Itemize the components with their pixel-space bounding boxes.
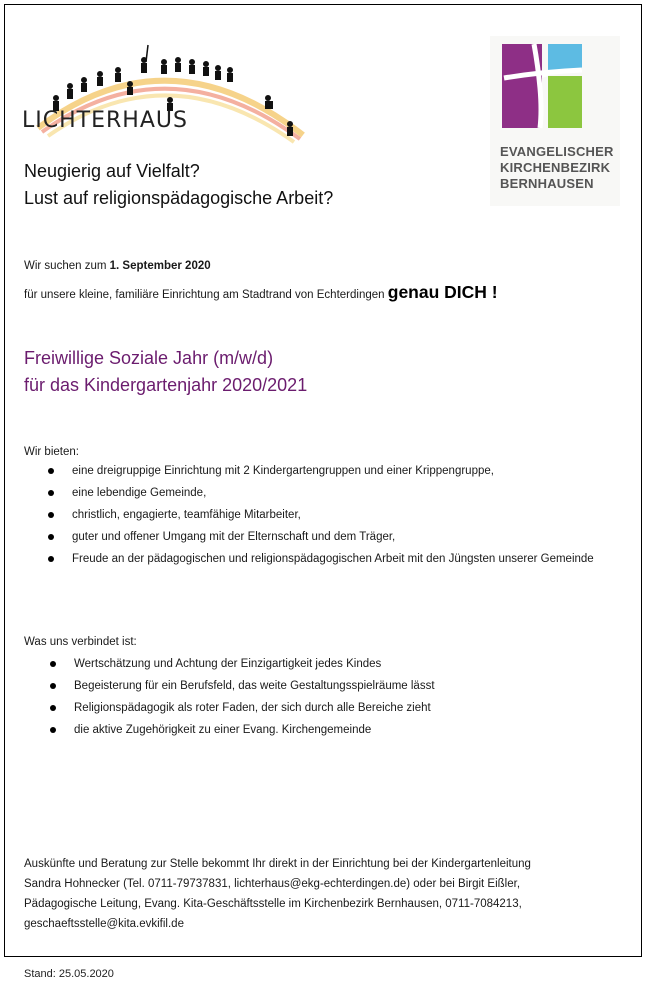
headline-line-1: Neugierig auf Vielfalt? [24, 161, 200, 181]
contact-line-2: Sandra Hohnecker (Tel. 0711-79737831, lichterhaus@ekg-echterdingen.de) oder bei Birgit Eißler, [24, 878, 521, 890]
list-item-text: Begeisterung für ein Berufsfeld, das weite Gestaltungsspielräume lässt [74, 680, 435, 692]
lichterhaus-logo-text: LICHTERHAUS [22, 108, 188, 133]
bullet-icon [48, 490, 54, 496]
position-line-1: Freiwillige Soziale Jahr (m/w/d) [24, 348, 274, 368]
list-item [48, 463, 630, 479]
list-item [50, 722, 610, 738]
bullet-icon [48, 556, 54, 562]
bullet-icon [50, 705, 56, 711]
offer-list [48, 463, 630, 573]
cross-logo-icon [490, 36, 620, 136]
list-item-text: Freude an der pädagogischen und religionspädagogischen Arbeit mit den Jüngsten unserer Gemeinde [72, 553, 594, 565]
contact-line-3: Pädagogische Leitung, Evang. Kita-Geschäftsstelle im Kirchenbezirk Bernhausen, 0711-7084213, [24, 898, 522, 910]
list-item [48, 507, 630, 523]
connects-title: Was uns verbindet ist: [24, 636, 137, 648]
search-prefix: Wir suchen zum [24, 260, 107, 272]
list-item-text: christlich, engagierte, teamfähige Mitarbeiter, [72, 509, 301, 521]
position-title [24, 345, 307, 399]
bullet-icon [48, 534, 54, 540]
bullet-icon [50, 727, 56, 733]
lichterhaus-logo [18, 40, 318, 150]
list-item [50, 678, 610, 694]
logo-line-3: BERNHAUSEN [500, 176, 594, 191]
list-item-text: Wertschätzung und Achtung der Einzigartigkeit jedes Kindes [74, 658, 382, 670]
rainbow-arc-icon [18, 40, 318, 150]
offer-title: Wir bieten: [24, 446, 79, 458]
list-item-text: guter und offener Umgang mit der Elternschaft und dem Träger, [72, 531, 396, 543]
search-date: 1. September 2020 [109, 260, 211, 272]
bullet-icon [50, 683, 56, 689]
search-description-line [24, 282, 498, 303]
stand-date: Stand: 25.05.2020 [24, 968, 114, 980]
list-item-text: eine lebendige Gemeinde, [72, 487, 207, 499]
search-description: für unsere kleine, familiäre Einrichtung am Stadtrand von Echterdingen [24, 289, 385, 301]
list-item-text: Religionspädagogik als roter Faden, der sich durch alle Bereiche zieht [74, 702, 431, 714]
headline [24, 158, 333, 212]
bullet-icon [48, 468, 54, 474]
search-emphasis: genau DICH ! [387, 282, 498, 302]
search-date-line [24, 258, 211, 275]
kirchenbezirk-logo-text [500, 144, 614, 192]
list-item [48, 551, 630, 567]
logo-line-1: EVANGELISCHER [500, 144, 614, 159]
contact-line-4: geschaeftsstelle@kita.evkifil.de [24, 918, 184, 930]
position-line-2: für das Kindergartenjahr 2020/2021 [24, 375, 308, 395]
connects-list [50, 656, 610, 744]
headline-line-2: Lust auf religionspädagogische Arbeit? [24, 188, 334, 208]
contact-line-1: Auskünfte und Beratung zur Stelle bekommt Ihr direkt in der Einrichtung bei der Kindergartenleitung [24, 858, 531, 870]
kirchenbezirk-logo [490, 36, 620, 206]
list-item [48, 529, 630, 545]
list-item-text: die aktive Zugehörigkeit zu einer Evang. Kirchengemeinde [74, 724, 372, 736]
list-item-text: eine dreigruppige Einrichtung mit 2 Kindergartengruppen und einer Krippengruppe, [72, 465, 494, 477]
contact-info [24, 854, 620, 934]
bullet-icon [50, 661, 56, 667]
list-item [50, 656, 610, 672]
list-item [48, 485, 630, 501]
logo-line-2: KIRCHENBEZIRK [500, 160, 611, 175]
list-item [50, 700, 610, 716]
bullet-icon [48, 512, 54, 518]
